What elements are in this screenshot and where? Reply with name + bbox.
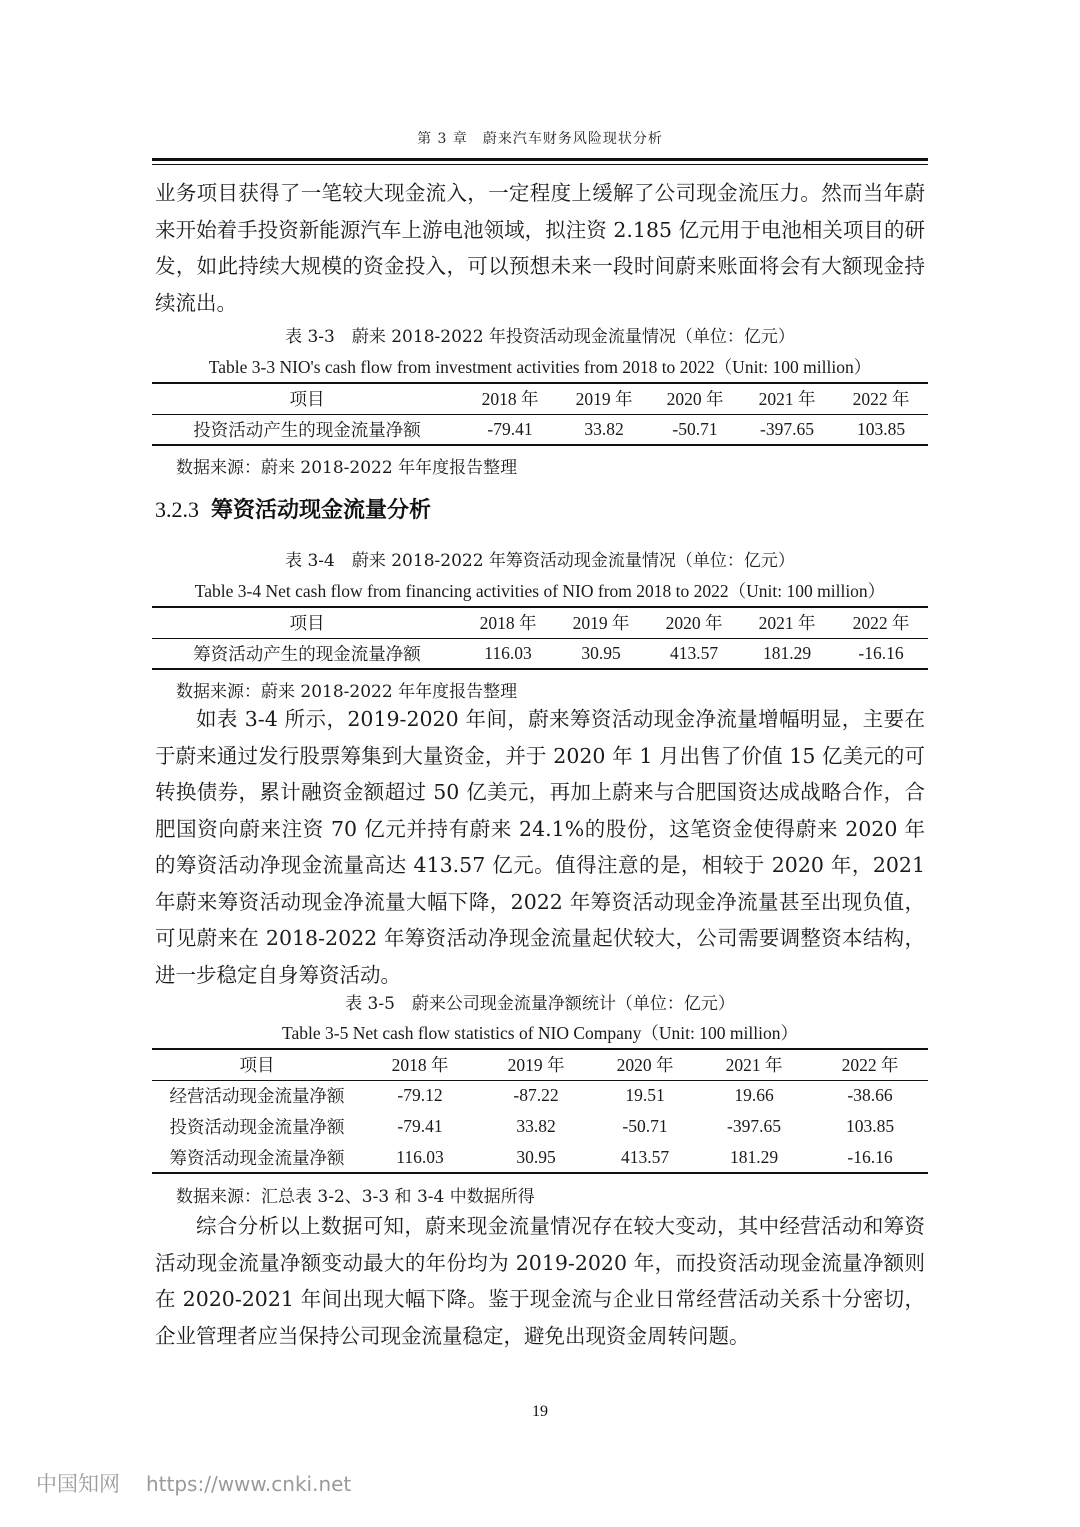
table-cell: -16.16 bbox=[812, 1142, 928, 1173]
column-header: 2019 年 bbox=[558, 383, 650, 414]
table-3-3-caption-cn: 表 3-3 蔚来 2018-2022 年投资活动现金流量情况（单位：亿元） bbox=[285, 327, 795, 347]
page-number: 19 bbox=[532, 1403, 548, 1420]
table-cell: 30.95 bbox=[478, 1142, 594, 1173]
row-label: 投资活动产生的现金流量净额 bbox=[152, 414, 462, 445]
table-cell: 19.51 bbox=[625, 1085, 665, 1106]
paragraph-3: 综合分析以上数据可知，蔚来现金流量情况存在较大变动，其中经营活动和筹资活动现金流量净额变动最大的年份均为 2019-2020 年，而投资活动现金流量净额则在 2020-2021 年间出现大幅下降。鉴于现金流与企业日常经营活动关系十分密切，企业管理者应当保持公司现金流量稳定，避免出现资金周转问题。 bbox=[155, 1214, 925, 1348]
column-header: 2022 年 bbox=[834, 607, 928, 638]
table-cell: 413.57 bbox=[648, 638, 740, 669]
column-header: 2018 年 bbox=[462, 607, 554, 638]
column-header: 2019 年 bbox=[554, 607, 648, 638]
table-3-4 bbox=[152, 606, 928, 670]
column-header: 项目 bbox=[152, 1049, 362, 1080]
table-cell: -79.41 bbox=[397, 1116, 443, 1136]
table-3-3-caption-en: Table 3-3 NIO's cash flow from investment activities from 2018 to 2022（Unit: 100 million） bbox=[208, 357, 872, 377]
row-label: 筹资活动现金流量净额 bbox=[152, 1142, 362, 1173]
table-3-3 bbox=[152, 382, 928, 446]
table-cell: 30.95 bbox=[554, 638, 648, 669]
watermark bbox=[36, 1468, 351, 1498]
table-cell: 413.57 bbox=[594, 1142, 696, 1173]
paragraph-2: 如表 3-4 所示，2019-2020 年间，蔚来筹资活动现金净流量增幅明显，主要在于蔚来通过发行股票筹集到大量资金，并于 2020 年 1 月出售了价值 15 亿美元的可转换债券，累计融资金额超过 50 亿美元，再加上蔚来与合肥国资达成战略合作，合肥国资向蔚来注资 70 亿元并持有蔚来 24.1%的股份，这笔资金使得蔚来 2020 年的筹资活动净现金流量高达 413.57 亿元。值得注意的是，相较于 2020 年，2021 年蔚来筹资活动现金净流量大幅下降，2022 年筹资活动现金净流量甚至出现负值，可见蔚来在 2018-2022 年筹资活动净现金流量起伏较大，公司需要调整资本结构，进一步稳定自身筹资活动。 bbox=[155, 707, 925, 987]
table-cell: -50.71 bbox=[650, 414, 740, 445]
table-cell: -16.16 bbox=[834, 638, 928, 669]
table-cell: 33.82 bbox=[558, 414, 650, 445]
table-cell: 103.85 bbox=[845, 1116, 895, 1136]
column-header: 2021 年 bbox=[740, 383, 834, 414]
section-heading bbox=[155, 493, 431, 524]
table-cell: -79.41 bbox=[462, 414, 558, 445]
row-label: 投资活动现金流量净额 bbox=[169, 1117, 345, 1137]
column-header: 2020 年 bbox=[648, 607, 740, 638]
header-rule-thick bbox=[152, 158, 928, 161]
table-3-5-source: 数据来源：汇总表 3-2、3-3 和 3-4 中数据所得 bbox=[176, 1187, 535, 1207]
section-title: 筹资活动现金流量分析 bbox=[211, 498, 432, 523]
table-cell: -79.12 bbox=[397, 1085, 443, 1106]
table-3-5 bbox=[152, 1048, 928, 1174]
column-header: 2022 年 bbox=[812, 1049, 928, 1080]
column-header: 项目 bbox=[152, 607, 462, 638]
table-cell: -38.66 bbox=[847, 1085, 893, 1106]
table-cell: -397.65 bbox=[727, 1116, 781, 1136]
table-row bbox=[152, 638, 928, 669]
section-number: 3.2.3 bbox=[155, 497, 199, 522]
table-cell: 181.29 bbox=[696, 1142, 812, 1173]
column-header: 2019 年 bbox=[478, 1049, 594, 1080]
table-cell: 116.03 bbox=[462, 638, 554, 669]
table-cell: 181.29 bbox=[740, 638, 834, 669]
table-cell: -397.65 bbox=[740, 414, 834, 445]
table-row bbox=[152, 1142, 928, 1173]
table-row bbox=[152, 414, 928, 445]
row-label: 筹资活动产生的现金流量净额 bbox=[152, 638, 462, 669]
cnki-url: https://www.cnki.net bbox=[146, 1472, 352, 1496]
table-3-5-caption-en: Table 3-5 Net cash flow statistics of NIO Company（Unit: 100 million） bbox=[282, 1023, 798, 1043]
table-row bbox=[152, 1111, 928, 1142]
column-header: 2020 年 bbox=[650, 383, 740, 414]
table-cell: 33.82 bbox=[516, 1116, 556, 1136]
running-header: 第 3 章 蔚来汽车财务风险现状分析 bbox=[417, 131, 663, 147]
column-header: 2021 年 bbox=[740, 607, 834, 638]
table-3-4-caption-en: Table 3-4 Net cash flow from financing activities of NIO from 2018 to 2022（Unit: 100 million） bbox=[194, 581, 886, 601]
table-cell: -87.22 bbox=[513, 1085, 559, 1106]
header-rule-thin bbox=[152, 164, 928, 165]
table-cell: 116.03 bbox=[362, 1142, 478, 1173]
table-3-4-caption-cn: 表 3-4 蔚来 2018-2022 年筹资活动现金流量情况（单位：亿元） bbox=[285, 551, 795, 571]
cnki-logo: 中国知网 bbox=[36, 1472, 120, 1496]
column-header: 2018 年 bbox=[462, 383, 558, 414]
table-3-3-source: 数据来源：蔚来 2018-2022 年年度报告整理 bbox=[176, 458, 518, 478]
column-header: 2022 年 bbox=[834, 383, 928, 414]
column-header: 项目 bbox=[152, 383, 462, 414]
column-header: 2020 年 bbox=[594, 1049, 696, 1080]
column-header: 2021 年 bbox=[696, 1049, 812, 1080]
table-row bbox=[152, 1080, 928, 1111]
table-3-4-source: 数据来源：蔚来 2018-2022 年年度报告整理 bbox=[176, 682, 518, 702]
paragraph-1: 业务项目获得了一笔较大现金流入，一定程度上缓解了公司现金流压力。然而当年蔚来开始着手投资新能源汽车上游电池领域，拟注资 2.185 亿元用于电池相关项目的研发，如此持续大规模的资金投入，可以预想未来一段时间蔚来账面将会有大额现金持续流出。 bbox=[155, 181, 925, 315]
table-3-5-caption-cn: 表 3-5 蔚来公司现金流量净额统计（单位：亿元） bbox=[345, 994, 735, 1014]
column-header: 2018 年 bbox=[362, 1049, 478, 1080]
table-cell: 19.66 bbox=[734, 1085, 774, 1106]
row-label: 经营活动现金流量净额 bbox=[169, 1086, 345, 1107]
table-cell: -50.71 bbox=[622, 1116, 668, 1136]
table-cell: 103.85 bbox=[834, 414, 928, 445]
